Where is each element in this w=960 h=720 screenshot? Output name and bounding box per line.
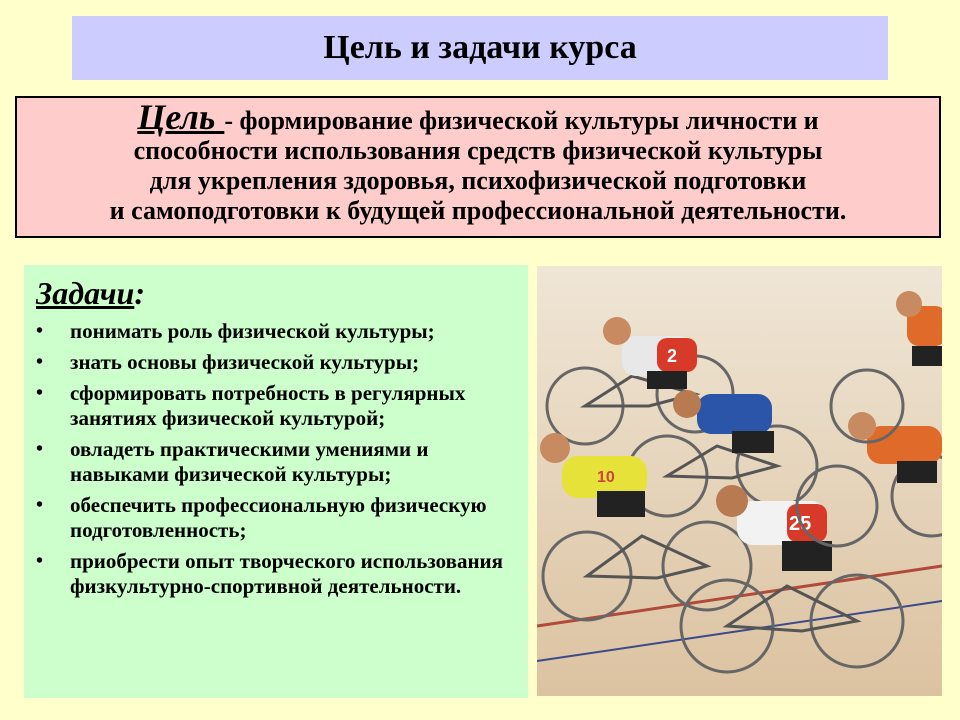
jersey-number: 25 (789, 513, 812, 535)
bullet-icon: • (36, 438, 44, 460)
list-item (36, 350, 522, 375)
goal-text-2: способности использования средств физической культуры (133, 136, 823, 165)
task-text: сформировать потребность в регулярных занятиях физической культурой; (70, 381, 466, 430)
task-text: знать основы физической культуры; (70, 350, 420, 374)
list-item (36, 549, 522, 599)
goal-text-4: и самоподготовки к будущей профессиональной деятельности. (109, 196, 847, 225)
task-text: овладеть практическими умениями и навыками физической культуры; (70, 437, 429, 486)
bullet-icon: • (36, 550, 44, 572)
jersey-number: 10 (597, 469, 615, 486)
list-item (36, 381, 522, 431)
task-text: понимать роль физической культуры; (70, 319, 435, 343)
bullet-icon: • (36, 382, 44, 404)
goal-text-3: для укрепления здоровья, психофизической подготовки (149, 166, 807, 195)
bullet-icon: • (36, 351, 44, 373)
tasks-heading-colon: : (134, 275, 145, 311)
jersey-number: 2 (667, 346, 678, 366)
title-banner (72, 16, 888, 80)
tasks-list (36, 319, 522, 605)
task-text: приобрести опыт творческого использования физкультурно-спортивной деятельности. (70, 549, 504, 598)
cyclists-photo (537, 266, 942, 696)
tasks-heading-label: Задачи (36, 275, 135, 311)
tasks-box (24, 265, 528, 698)
slide-title: Цель и задачи курса (323, 29, 637, 66)
list-item (36, 493, 522, 543)
bullet-icon: • (36, 494, 44, 516)
list-item (36, 319, 522, 344)
tasks-heading (36, 275, 145, 312)
goal-text-1: - формирование физической культуры личности и (224, 106, 819, 135)
goal-line-1 (17, 97, 939, 137)
goal-label: Цель (137, 97, 225, 137)
task-text: обеспечить профессиональную физическую подготовленность; (70, 493, 487, 542)
list-item (36, 437, 522, 487)
cyclists-illustration (537, 266, 942, 696)
bullet-icon: • (36, 320, 44, 342)
goal-box (15, 96, 941, 238)
